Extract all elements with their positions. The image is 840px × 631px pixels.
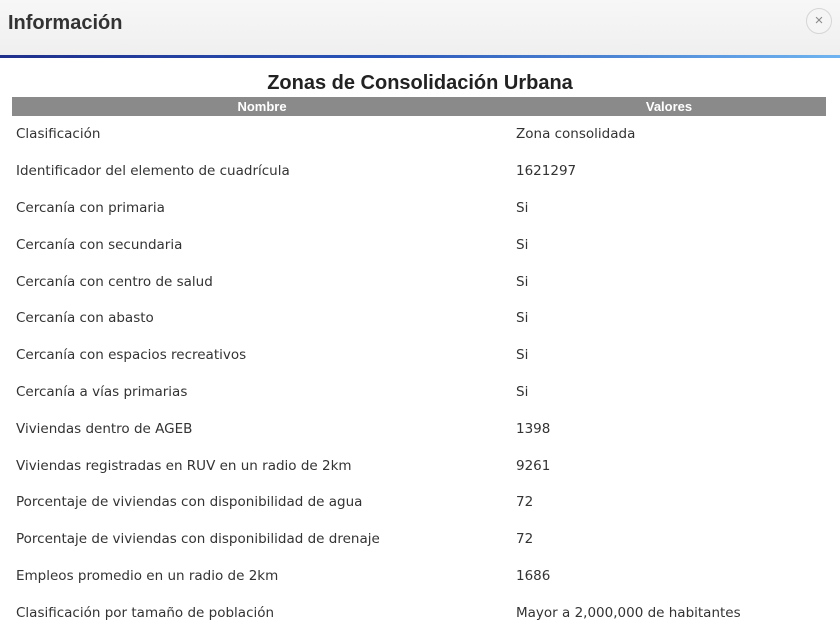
attribute-value: Si bbox=[516, 199, 529, 216]
table-row bbox=[12, 558, 826, 595]
attribute-name: Clasificación bbox=[16, 126, 101, 143]
table-row bbox=[12, 374, 826, 411]
attributes-table bbox=[12, 97, 826, 631]
attribute-value: Si bbox=[516, 236, 529, 253]
attribute-name: Cercanía a vías primarias bbox=[16, 383, 188, 400]
attribute-value: 72 bbox=[516, 531, 534, 548]
attribute-value: Mayor a 2,000,000 de habitantes bbox=[516, 604, 741, 621]
attribute-name: Identificador del elemento de cuadrícula bbox=[16, 163, 290, 180]
attribute-name: Empleos promedio en un radio de 2km bbox=[16, 567, 279, 584]
close-button[interactable] bbox=[806, 8, 832, 34]
attribute-name: Viviendas dentro de AGEB bbox=[16, 420, 193, 437]
attribute-name: Viviendas registradas en RUV en un radio de 2km bbox=[16, 457, 352, 474]
table-row bbox=[12, 190, 826, 227]
attribute-value: 1621297 bbox=[516, 163, 577, 180]
dialog-header bbox=[0, 0, 840, 56]
attribute-name: Porcentaje de viviendas con disponibilidad de drenaje bbox=[16, 531, 380, 548]
table-row bbox=[12, 263, 826, 300]
attribute-value: 9261 bbox=[516, 457, 551, 474]
attribute-name: Cercanía con primaria bbox=[16, 199, 165, 216]
column-header-name: Nombre bbox=[12, 97, 512, 116]
attribute-value: Si bbox=[516, 347, 529, 364]
table-caption: Zonas de Consolidación Urbana bbox=[267, 72, 573, 94]
attribute-name: Cercanía con espacios recreativos bbox=[16, 347, 247, 364]
table-row bbox=[12, 484, 826, 521]
attribute-name: Clasificación por tamaño de población bbox=[16, 604, 275, 621]
table-row bbox=[12, 521, 826, 558]
table-row bbox=[12, 410, 826, 447]
dialog-title: Información bbox=[8, 12, 123, 34]
attribute-name: Cercanía con secundaria bbox=[16, 236, 183, 253]
close-icon: × bbox=[814, 12, 824, 29]
attribute-value: Zona consolidada bbox=[516, 126, 636, 143]
table-row bbox=[12, 226, 826, 263]
attribute-value: 1686 bbox=[516, 567, 551, 584]
table-row bbox=[12, 447, 826, 484]
table-row bbox=[12, 337, 826, 374]
attribute-value: 72 bbox=[516, 494, 534, 511]
attribute-value: Si bbox=[516, 383, 529, 400]
attribute-value: Si bbox=[516, 310, 529, 327]
table-header-row bbox=[12, 97, 826, 116]
column-header-value: Valores bbox=[512, 97, 826, 116]
attribute-value: Si bbox=[516, 273, 529, 290]
header-divider bbox=[0, 55, 840, 58]
table-row bbox=[12, 300, 826, 337]
attribute-name: Cercanía con centro de salud bbox=[16, 273, 213, 290]
attribute-name: Cercanía con abasto bbox=[16, 310, 154, 327]
attribute-name: Porcentaje de viviendas con disponibilidad de agua bbox=[16, 494, 363, 511]
table-row bbox=[12, 594, 826, 631]
table-row bbox=[12, 116, 826, 153]
table-row bbox=[12, 153, 826, 190]
attribute-value: 1398 bbox=[516, 420, 551, 437]
